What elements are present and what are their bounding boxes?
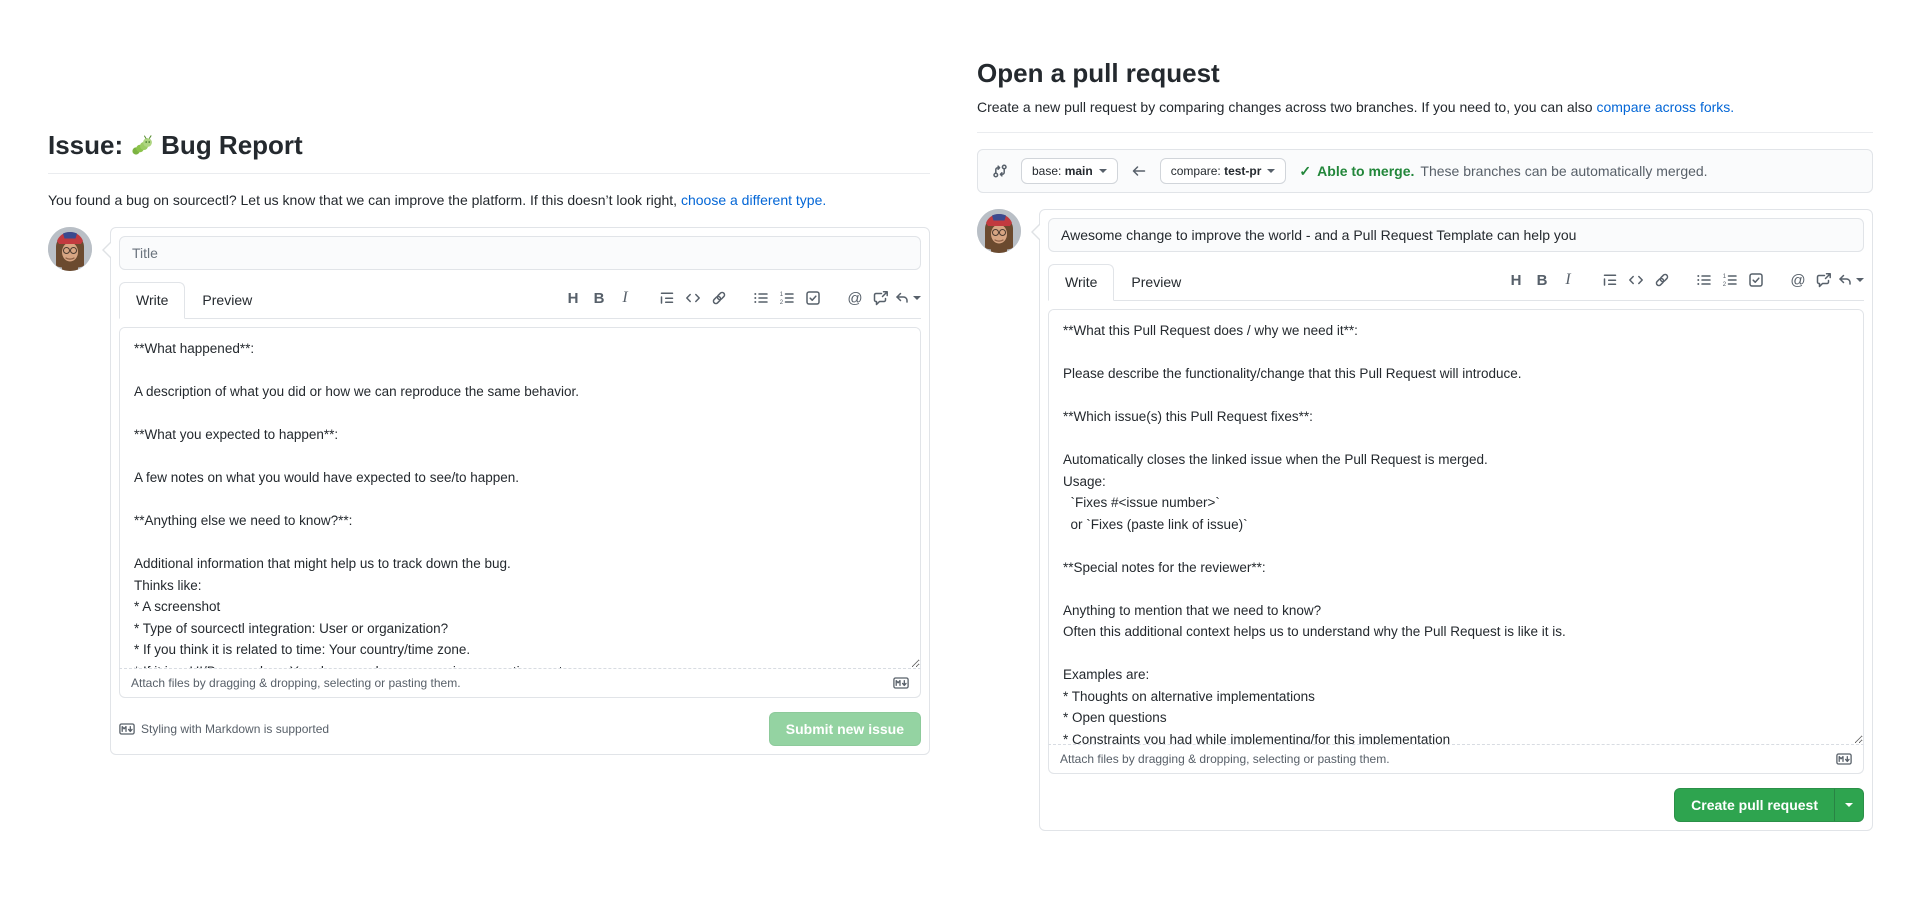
code-icon[interactable]: [1623, 269, 1649, 291]
quote-icon[interactable]: [1597, 269, 1623, 291]
markdown-toolbar: [544, 287, 921, 318]
user-avatar: [48, 227, 92, 271]
italic-icon[interactable]: I: [622, 289, 628, 306]
task-list-icon[interactable]: [800, 287, 826, 309]
avatar-image: [977, 209, 1021, 253]
branch-compare-bar: [977, 149, 1873, 193]
svg-text:2: 2: [779, 300, 784, 306]
pr-attach-bar[interactable]: [1048, 745, 1864, 774]
dropdown-caret-icon: [1267, 169, 1275, 173]
base-branch-text: [1032, 164, 1093, 178]
reply-icon[interactable]: [1837, 269, 1864, 291]
pr-title-input[interactable]: [1048, 218, 1864, 252]
check-icon: ✓: [1299, 162, 1312, 179]
code-icon[interactable]: [680, 287, 706, 309]
issue-title-input[interactable]: [119, 236, 921, 270]
pr-subtitle-text: Create a new pull request by comparing changes across two branches. If you need to, you can also: [977, 99, 1593, 115]
list-group: [748, 287, 826, 309]
compare-branch-text: [1171, 164, 1262, 178]
pr-form-card: [1039, 209, 1873, 831]
compare-across-forks-link[interactable]: compare across forks.: [1596, 99, 1735, 115]
svg-text:1: 1: [779, 292, 784, 298]
bold-icon[interactable]: B: [593, 289, 605, 307]
tab-write[interactable]: Write: [1048, 264, 1114, 301]
issue-tabnav: [119, 282, 921, 319]
block-group: [654, 287, 732, 309]
unordered-list-icon[interactable]: [1691, 269, 1717, 291]
quote-icon[interactable]: [654, 287, 680, 309]
issue-page-title: [48, 130, 930, 174]
pr-header: [977, 58, 1873, 133]
ordered-list-icon[interactable]: [1717, 269, 1743, 291]
issue-tabs: [119, 282, 269, 318]
tab-preview[interactable]: Preview: [202, 292, 253, 308]
tab-write[interactable]: Write: [119, 282, 185, 319]
create-pr-dropdown-button[interactable]: [1834, 789, 1863, 821]
issue-attach-bar[interactable]: [119, 669, 921, 698]
bold-icon[interactable]: B: [1536, 271, 1548, 289]
task-list-icon[interactable]: [1743, 269, 1769, 291]
issue-description: [48, 190, 930, 211]
user-avatar: [977, 209, 1021, 253]
pr-footer: [1048, 788, 1864, 822]
link-icon[interactable]: [1649, 269, 1675, 291]
misc-group: [842, 287, 921, 309]
cross-reference-icon[interactable]: [868, 287, 894, 309]
pr-subtitle: [977, 97, 1873, 118]
markdown-toolbar: [1487, 269, 1864, 300]
link-icon[interactable]: [706, 287, 732, 309]
issue-title-suffix: Bug Report: [161, 130, 303, 160]
choose-different-type-link[interactable]: choose a different type.: [680, 192, 827, 208]
compare-value: test-pr: [1224, 164, 1262, 178]
markdown-icon: [893, 675, 909, 691]
pr-page-title: [977, 58, 1873, 89]
compare-branch-selector[interactable]: [1160, 158, 1287, 184]
heading-icon[interactable]: H: [1510, 271, 1522, 289]
cross-reference-icon[interactable]: [1811, 269, 1837, 291]
mention-icon[interactable]: @: [847, 289, 863, 307]
markdown-note-text: Styling with Markdown is supported: [141, 722, 330, 736]
pull-request-panel: [977, 58, 1873, 831]
markdown-icon: [1836, 751, 1852, 767]
svg-text:1: 1: [1722, 274, 1727, 280]
pr-body-textarea[interactable]: [1048, 309, 1864, 745]
svg-text:2: 2: [1722, 282, 1727, 288]
issue-title-prefix: Issue:: [48, 130, 124, 160]
heading-icon[interactable]: H: [567, 289, 579, 307]
caterpillar-emoji-icon: [130, 134, 154, 158]
create-pull-request-button[interactable]: [1674, 788, 1864, 822]
attach-hint-text: Attach files by dragging & dropping, selecting or pasting them.: [1060, 752, 1390, 766]
issue-body-textarea[interactable]: [119, 327, 921, 669]
reply-caret-icon: [913, 296, 921, 300]
issue-panel: [48, 130, 930, 755]
reply-icon[interactable]: [894, 287, 921, 309]
issue-footer: [119, 712, 921, 746]
markdown-icon: [119, 721, 135, 737]
mention-icon[interactable]: @: [1790, 271, 1806, 289]
markdown-note: [119, 721, 329, 737]
pr-tabnav: [1048, 264, 1864, 301]
unordered-list-icon[interactable]: [748, 287, 774, 309]
block-group: [1597, 269, 1675, 291]
pr-write-area: [1048, 309, 1864, 774]
compare-label: compare:: [1170, 164, 1225, 178]
merge-detail-text: These branches can be automatically merged.: [1420, 162, 1708, 179]
pr-composer: [977, 209, 1873, 831]
create-pull-request-label: Create pull request: [1691, 797, 1818, 813]
reply-caret-icon: [1856, 278, 1864, 282]
text-style-group: [560, 287, 638, 309]
italic-icon[interactable]: I: [1565, 271, 1571, 288]
arrow-left-icon: [1131, 163, 1147, 179]
base-value: main: [1064, 164, 1093, 178]
issue-write-area: [119, 327, 921, 698]
list-group: [1691, 269, 1769, 291]
issue-description-text: You found a bug on sourcectl? Let us know that we can improve the platform. If this doesn’t look right,: [48, 192, 678, 208]
tab-preview[interactable]: Preview: [1131, 274, 1182, 290]
merge-status-text: Able to merge.: [1317, 162, 1415, 179]
git-compare-icon: [992, 163, 1008, 179]
pr-tabs: [1048, 264, 1198, 300]
issue-composer: [48, 227, 930, 755]
submit-new-issue-button[interactable]: Submit new issue: [769, 712, 921, 746]
pr-title-text: Open a pull request: [977, 58, 1220, 88]
merge-status: [1299, 163, 1707, 180]
attach-hint-text: Attach files by dragging & dropping, selecting or pasting them.: [131, 676, 461, 690]
base-label: base:: [1032, 164, 1065, 178]
dropdown-caret-icon: [1099, 169, 1107, 173]
misc-group: [1785, 269, 1864, 291]
issue-form-card: [110, 227, 930, 755]
avatar-image: [48, 227, 92, 271]
text-style-group: [1503, 269, 1581, 291]
base-branch-selector[interactable]: [1021, 158, 1118, 184]
ordered-list-icon[interactable]: [774, 287, 800, 309]
dropdown-caret-icon: [1845, 803, 1853, 807]
